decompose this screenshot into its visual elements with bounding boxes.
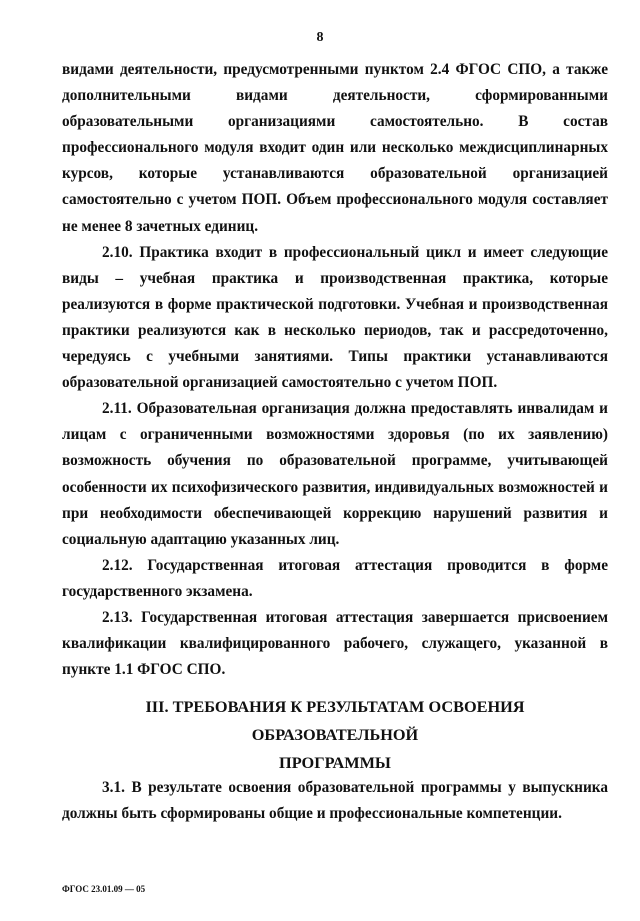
paragraph-module-continuation: видами деятельности, предусмотренными пунктом 2.4 ФГОС СПО, а также дополнительными видами деятельности, сформированными образовательными организациями самостоятельно. В состав профессионального модуля входит один или несколько междисциплинарных курсов, которые устанавливаются образовательной организацией самостоятельно с учетом ПОП. Объем профессионального модуля составляет не менее 8 зачетных единиц.	[62, 61, 608, 235]
page-number: 8	[316, 30, 324, 45]
section-heading-line-1: III. ТРЕБОВАНИЯ К РЕЗУЛЬТАТАМ ОСВОЕНИЯ ОБРАЗОВАТЕЛЬНОЙ	[145, 697, 525, 744]
paragraph-2-13: 2.13. Государственная итоговая аттестация завершается присвоением квалификации квалифицированного рабочего, служащего, указанной в пункте 1.1 ФГОС СПО.	[62, 608, 608, 679]
paragraph-2-11: 2.11. Образовательная организация должна предоставлять инвалидам и лицам с ограниченными возможностями здоровья (по их заявлению) возможность обучения по образовательной программе, учитывающей особенности их психофизического развития, индивидуальных возможностей и при необходимости обеспечивающей коррекцию нарушений развития и социальную адаптацию указанных лиц.	[62, 400, 608, 548]
paragraph-2-10: 2.10. Практика входит в профессиональный цикл и имеет следующие виды – учебная практика и производственная практика, которые реализуются в форме практической подготовки. Учебная и производственная практики реализуются как в несколько периодов, так и рассредоточенно, чередуясь с учебными занятиями. Типы практики устанавливаются образовательной организацией самостоятельно с учетом ПОП.	[62, 243, 608, 392]
section-heading	[62, 693, 608, 777]
footer-code: ФГОС 23.01.09 — 05	[62, 884, 146, 894]
body-text	[62, 57, 608, 683]
paragraph-2-12: 2.12. Государственная итоговая аттестация проводится в форме государственного экзамена.	[62, 556, 608, 600]
paragraph-3-1: 3.1. В результате освоения образовательной программы у выпускника должны быть сформированы общие и профессиональные компетенции.	[62, 779, 608, 823]
section-text	[62, 775, 608, 827]
section-heading-line-2: ПРОГРАММЫ	[279, 753, 391, 772]
